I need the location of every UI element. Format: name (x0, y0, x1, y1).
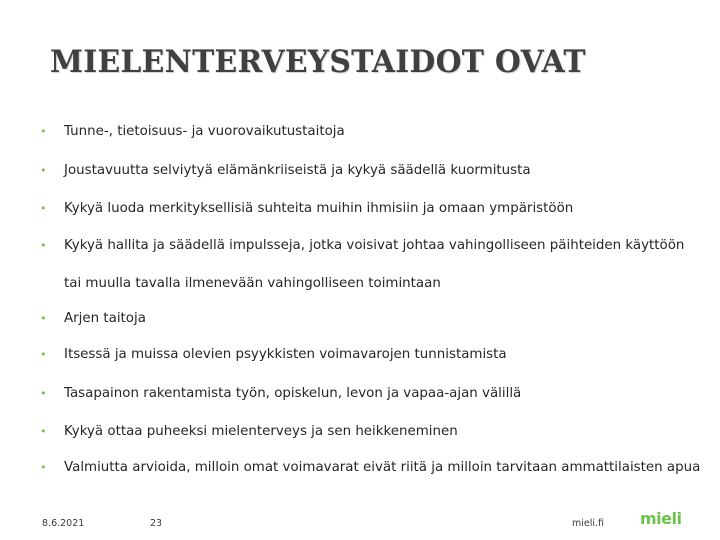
list-item-text: Joustavuutta selviytyä elämänkriiseistä ja kykyä säädellä kuormitusta (64, 163, 531, 178)
bullet-icon: • (40, 125, 47, 138)
list-item-text: Tunne-, tietoisuus- ja vuorovaikutustaitoja (64, 124, 345, 139)
list-item (40, 375, 705, 413)
bullet-icon: • (40, 387, 47, 400)
list-item (40, 152, 705, 190)
list-item (40, 227, 705, 303)
list-item-text: Kykyä luoda merkityksellisiä suhteita muihin ihmisiin ja omaan ympäristöön (64, 201, 574, 216)
list-item-text: Valmiutta arvioida, milloin omat voimavarat eivät riitä ja milloin tarvitaan ammattilaisten apua (64, 460, 701, 475)
list-item-text: Kykyä ottaa puheeksi mielenterveys ja sen heikkeneminen (64, 424, 458, 439)
list-item-text: Arjen taitoja (64, 311, 146, 326)
footer-page-number: 23 (150, 518, 163, 529)
list-item-text: Itsessä ja muissa olevien psyykkisten voimavarojen tunnistamista (64, 347, 507, 362)
bullet-icon: • (40, 461, 47, 474)
footer-date: 8.6.2021 (42, 518, 85, 529)
mieli-logo-icon: mieli (640, 509, 682, 528)
list-item (40, 300, 705, 338)
list-item-text: Kykyä hallita ja säädellä impulsseja, jotka voisivat johtaa vahingolliseen päihteiden käyttöön tai muulla tavalla ilmenevään vahingolliseen toimintaan (64, 238, 685, 291)
list-item (40, 113, 705, 151)
bullet-icon: • (40, 202, 47, 215)
bullet-icon: • (40, 164, 47, 177)
list-item-text: Tasapainon rakentamista työn, opiskelun, levon ja vapaa-ajan välillä (64, 386, 522, 401)
footer-website: mieli.fi (572, 518, 605, 529)
list-item (40, 413, 705, 451)
bullet-icon: • (40, 239, 47, 252)
bullet-icon: • (40, 348, 47, 361)
bullet-icon: • (40, 425, 47, 438)
list-item (40, 336, 705, 374)
list-item (40, 190, 705, 228)
list-item (40, 449, 705, 487)
slide-title: MIELENTERVEYSTAIDOT OVAT (50, 44, 586, 80)
bullet-icon: • (40, 312, 47, 325)
